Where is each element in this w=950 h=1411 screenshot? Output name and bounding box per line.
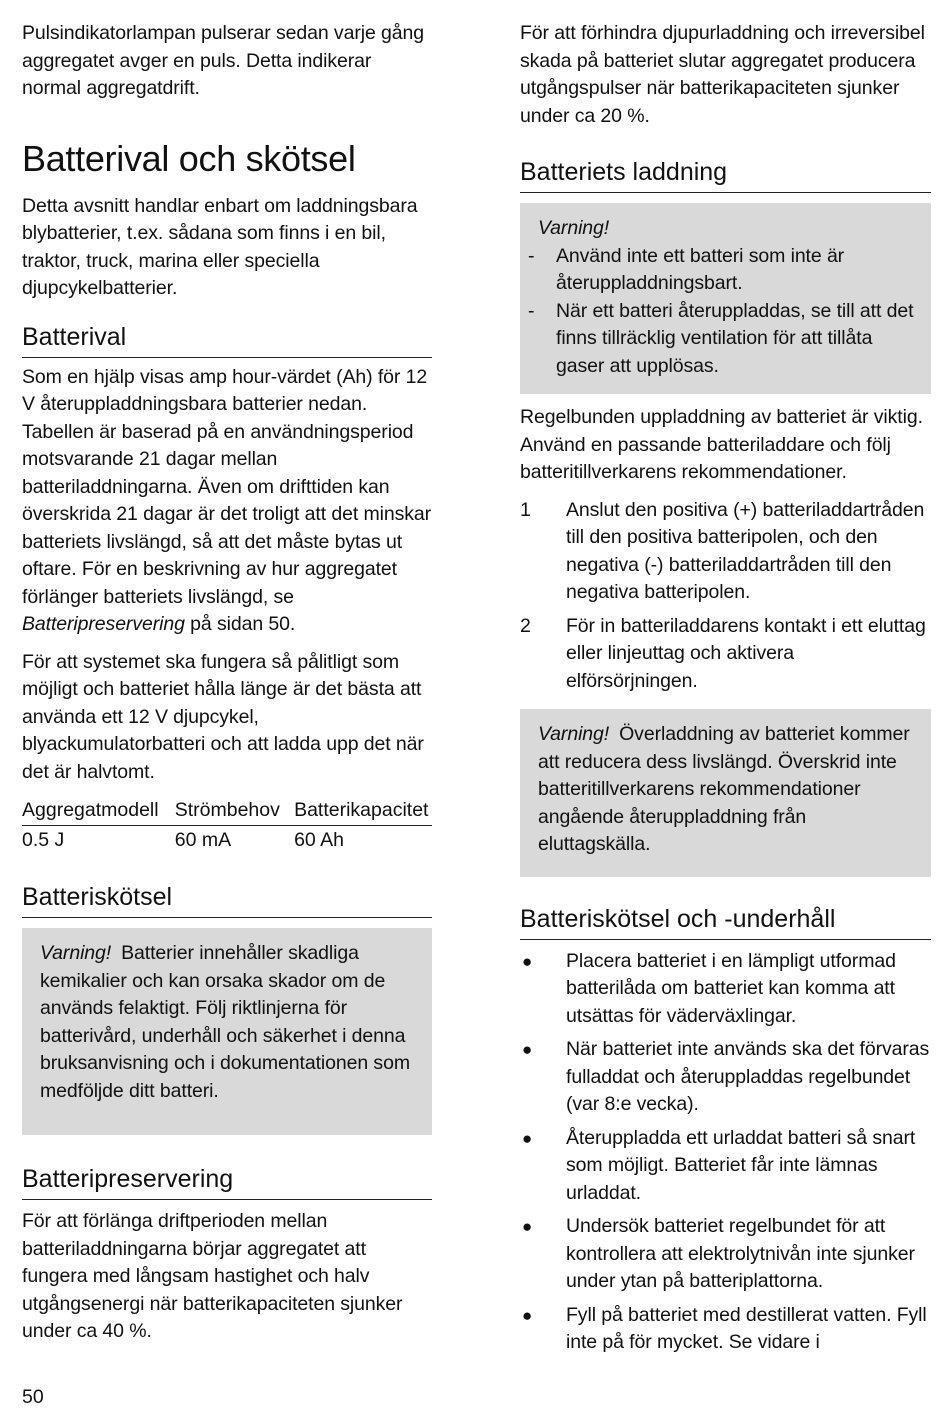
bullet-marker: ● [522, 1128, 533, 1148]
batteripreservering-text: För att förlänga driftperioden mellan batteriladdningarna börjar aggregatet att fungera med långsam hastighet och halv utgångsenergi när batterikapaciteten sjunker under ca 40 %. [22, 1210, 403, 1342]
table-row [22, 826, 432, 856]
step-number: 1 [520, 498, 531, 521]
step-number: 2 [520, 614, 531, 637]
warning-list-text: När ett batteri återuppladdas, se till att det finns tillräcklig ventilation för att tillåta gaser att upplösas. [556, 299, 914, 377]
step-text: För in batteriladdarens kontakt i ett eluttag eller linjeuttag och aktivera elförsörjningen. [566, 614, 926, 692]
battery-capacity-table [22, 796, 432, 855]
list-item [520, 1302, 931, 1357]
right-intro: För att förhindra djupurladdning och irreversibel skada på batteriet slutar aggregatet producera utgångspulser när batterikapaciteten sjunker under ca 20 %. [520, 22, 925, 127]
list-item [520, 948, 931, 1031]
step-text: Anslut den positiva (+) batteriladdartråden till den positiva batteripolen, och den negativa (-) batteriladdartråden till den negativa batteripolen. [566, 498, 925, 603]
warning-list-text: Använd inte ett batteri som inte är återuppladdningsbart. [556, 244, 845, 294]
list-item [520, 1125, 931, 1208]
left-column [22, 20, 432, 1346]
right-column [520, 20, 931, 1363]
section-title: Batterival och skötsel [22, 137, 356, 179]
batterival-heading: Batterival [22, 321, 432, 358]
charging-steps [520, 497, 931, 696]
warning-box-charging [520, 203, 931, 394]
list-item-text: Återuppladda ett urladdat batteri så snart som möjligt. Batteriet får inte lämnas urladdat. [566, 1126, 916, 1204]
table-header-row [22, 796, 432, 826]
maintenance-list [520, 948, 931, 1357]
table-header-cell: Batterikapacitet [282, 796, 432, 826]
table-cell: 60 mA [174, 829, 232, 851]
section-intro: Detta avsnitt handlar enbart om laddningsbara blybatterier, t.ex. sådana som finns i en bil, traktor, truck, marina eller speciella djupcykelbatterier. [22, 194, 418, 299]
list-item-text: Fyll på batteriet med destillerat vatten. Fyll inte på för mycket. Se vidare i [566, 1303, 927, 1353]
table-header-cell: Strömbehov [163, 796, 282, 826]
list-item [520, 613, 931, 696]
list-item-text: När batteriet inte används ska det förvaras fulladdat och återuppladdas regelbundet (var 8:e vecka). [566, 1038, 930, 1115]
warning-body: Batterier innehåller skadliga kemikalier och kan orsaka skador om de används felaktigt. Följ riktlinjerna för batterivård, underhåll och säkerhet i denna bruksanvisning och i dokumentationen som medföljde ditt batteri. [40, 942, 410, 1102]
table-cell: 0.5 J [22, 829, 65, 851]
batteriskotsel-heading: Batteriskötsel [22, 881, 432, 918]
warning-list-item [520, 243, 921, 298]
warning-box-overcharge [520, 709, 931, 877]
batterival-paragraph [22, 364, 432, 639]
table-header-cell: Aggregatmodell [22, 796, 163, 826]
warning-label-charging: Varning! [538, 217, 610, 239]
bullet-marker: ● [522, 1040, 533, 1059]
warning-label: Varning! [40, 942, 112, 964]
list-item [520, 1036, 931, 1119]
list-item-text: Placera batteriet i en lämpligt utformad batterilåda om batteriet kan komma att utsättas för väderväxlingar. [566, 949, 896, 1027]
batterival-text: Som en hjälp visas amp hour-värdet (Ah) för 12 V återuppladdningsbara batterier nedan. Tabellen är baserad på en användningsperiod motsvarande 21 dagar mellan batteriladdningarna. Även om drifttiden kan överskrida 21 dagar är det troligt att det minskar batteriets livslängd, så att det måste bytas ut oftare. För en beskrivning av hur aggregatet förlänger batteriets livslängd, se [22, 365, 432, 608]
laddning-heading: Batteriets laddning [520, 156, 931, 193]
underhall-heading: Batteriskötsel och -underhåll [520, 903, 931, 940]
dash-marker: - [528, 244, 535, 267]
warning-label: Varning! [538, 723, 610, 745]
bullet-marker: ● [522, 1305, 533, 1325]
page-number: 50 [22, 1386, 44, 1408]
intro-paragraph: Pulsindikatorlampan pulserar sedan varje gång aggregatet avger en puls. Detta indikerar normal aggregatdrift. [22, 22, 424, 99]
bullet-marker: ● [522, 951, 533, 971]
warning-list-item [520, 298, 921, 381]
warning-box [22, 928, 432, 1135]
table-cell: 60 Ah [294, 829, 344, 851]
batterival-text-end: på sidan 50. [184, 613, 296, 635]
list-item-text: Undersök batteriet regelbundet för att kontrollera att elektrolytnivån inte sjunker under ytan på batteriplattorna. [566, 1215, 915, 1292]
warning-body: Överladdning av batteriet kommer att reducera dess livslängd. Överskrid inte batteritillverkarens rekommendationer angående återuppladdning från eluttagskälla. [538, 723, 910, 855]
warning-text [538, 721, 913, 859]
dash-marker: - [528, 299, 535, 322]
batteripreservering-heading: Batteripreservering [22, 1163, 432, 1200]
cross-reference-link[interactable]: Batteripreservering [22, 613, 185, 635]
batterival-paragraph-2: För att systemet ska fungera så pålitligt som möjligt och batteriet hålla länge är det bästa att använda ett 12 V djupcykel, blyackumulatorbatteri och att ladda upp det när det är halvtomt. [22, 650, 424, 783]
laddning-text: Regelbunden uppladdning av batteriet är viktig. Använd en passande batteriladdare och följ batteritillverkarens rekommendationer. [520, 406, 923, 483]
list-item [520, 1213, 931, 1296]
list-item [520, 497, 931, 607]
bullet-marker: ● [522, 1217, 533, 1236]
warning-text [40, 940, 414, 1105]
